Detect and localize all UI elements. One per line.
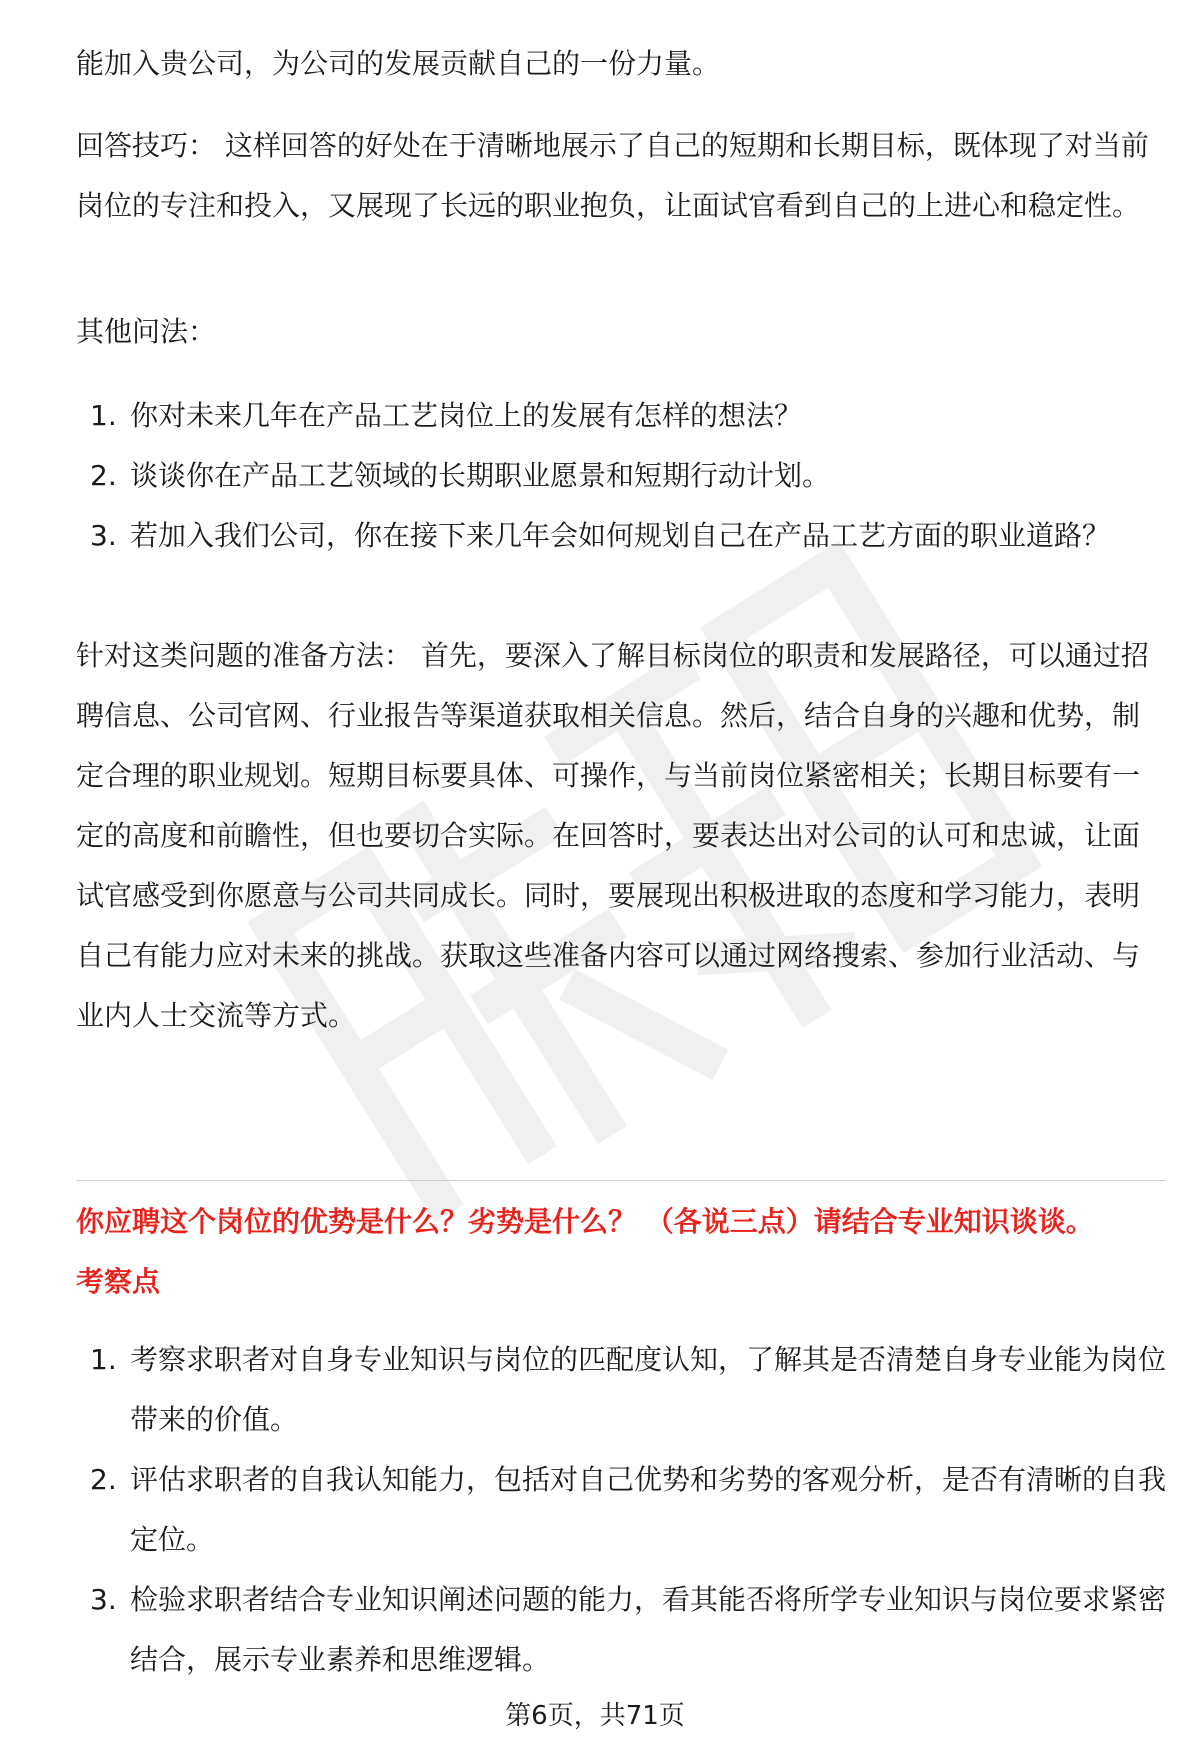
list-item (76, 506, 1166, 566)
answer-tip-paragraph: 回答技巧： 这样回答的好处在于清晰地展示了自己的短期和长期目标，既体现了对当前岗位的专注和投入，又展现了长远的职业抱负，让面试官看到自己的上进心和稳定性。 (76, 129, 1149, 222)
other-ways-label: 其他问法： (76, 315, 217, 348)
list-number: 1. (90, 399, 117, 432)
focus-points-list (76, 1330, 1166, 1690)
list-number: 3. (90, 519, 117, 552)
list-number: 2. (90, 1463, 117, 1496)
list-number: 2. (90, 459, 117, 492)
question-title: 你应聘这个岗位的优势是什么？劣势是什么？ （各说三点）请结合专业知识谈谈。 (76, 1205, 1094, 1238)
list-item (76, 1330, 1166, 1450)
list-text: 评估求职者的自我认知能力，包括对自己优势和劣势的客观分析，是否有清晰的自我定位。 (130, 1463, 1167, 1556)
page-footer: 第6页，共71页 (505, 1701, 685, 1731)
list-text: 你对未来几年在产品工艺岗位上的发展有怎样的想法？ (130, 399, 803, 432)
section-divider (76, 1180, 1166, 1181)
list-number: 1. (90, 1343, 117, 1376)
list-item (76, 1450, 1166, 1570)
list-number: 3. (90, 1583, 117, 1616)
other-ways-list (76, 386, 1166, 566)
focus-label: 考察点 (76, 1265, 161, 1298)
list-text: 考察求职者对自身专业知识与岗位的匹配度认知，了解其是否清楚自身专业能为岗位带来的价值。 (130, 1343, 1167, 1436)
prep-method-paragraph: 针对这类问题的准备方法： 首先，要深入了解目标岗位的职责和发展路径，可以通过招聘信息、公司官网、行业报告等渠道获取相关信息。然后，结合自身的兴趣和优势，制定合理的职业规划。短期目标要具体、可操作，与当前岗位紧密相关；长期目标要有一定的高度和前瞻性，但也要切合实际。在回答时，要表达出对公司的认可和忠诚，让面试官感受到你愿意与公司共同成长。同时，要展现出积极进取的态度和学习能力，表明自己有能力应对未来的挑战。获取这些准备内容可以通过网络搜索、参加行业活动、与业内人士交流等方式。 (76, 639, 1149, 1032)
list-text: 检验求职者结合专业知识阐述问题的能力，看其能否将所学专业知识与岗位要求紧密结合，展示专业素养和思维逻辑。 (130, 1583, 1167, 1676)
intro-tail-paragraph: 能加入贵公司，为公司的发展贡献自己的一份力量。 (76, 47, 721, 80)
list-item (76, 1570, 1166, 1690)
list-text: 若加入我们公司，你在接下来几年会如何规划自己在产品工艺方面的职业道路？ (130, 519, 1111, 552)
list-item (76, 446, 1166, 506)
list-text: 谈谈你在产品工艺领域的长期职业愿景和短期行动计划。 (130, 459, 831, 492)
list-item (76, 386, 1166, 446)
